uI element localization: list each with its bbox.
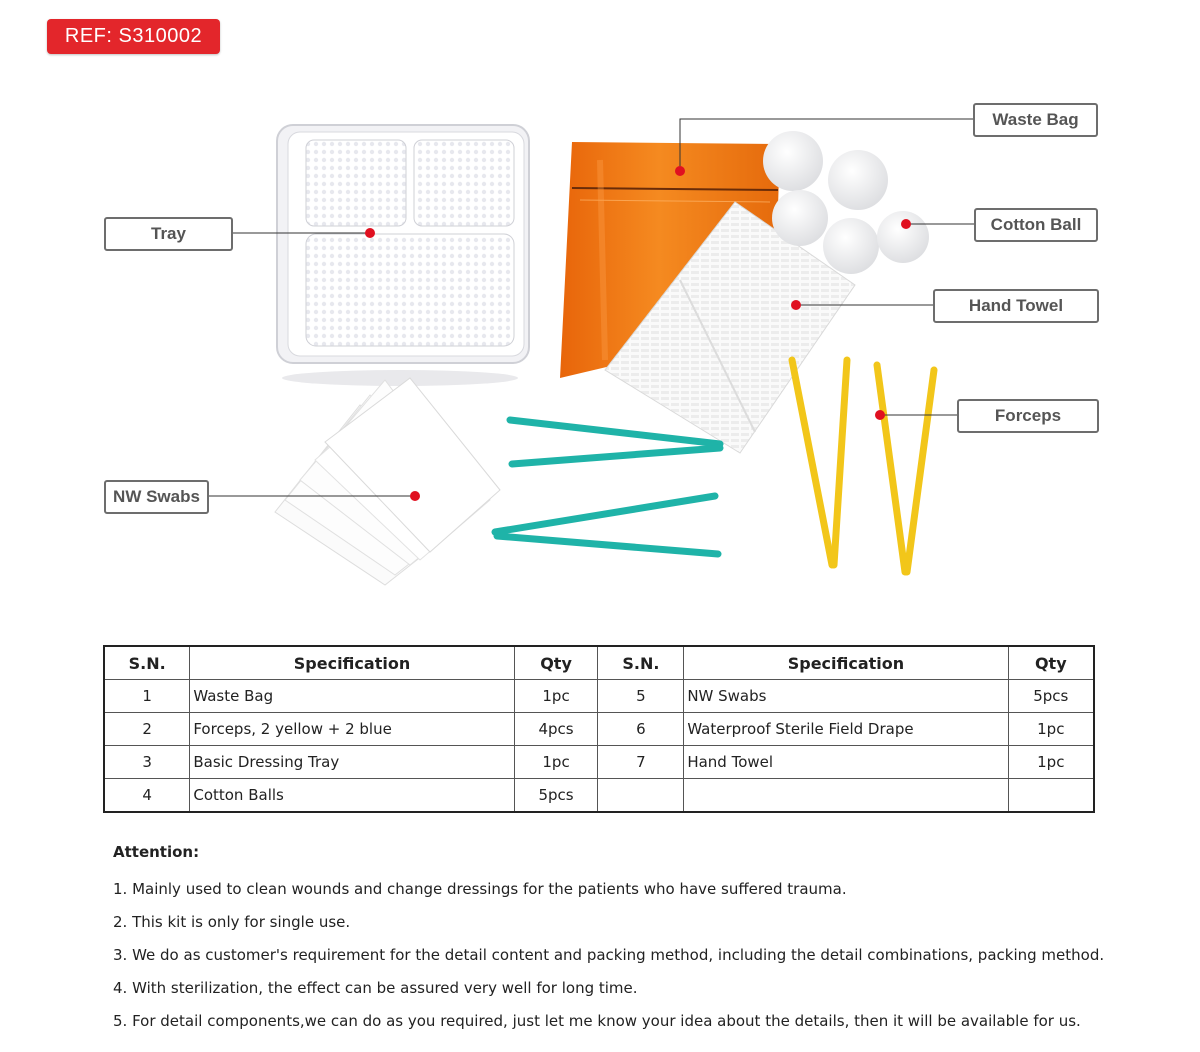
cell-qty: 1pc <box>1008 746 1094 779</box>
attention-title: Attention: <box>113 843 200 861</box>
hand-towel-marker <box>791 300 801 310</box>
cell-qty: 4pcs <box>514 713 598 746</box>
cell-specification: Forceps, 2 yellow + 2 blue <box>190 713 514 746</box>
header-qty: Qty <box>1008 646 1094 680</box>
cell-specification: Hand Towel <box>684 746 1008 779</box>
tray-label: Tray <box>104 217 233 251</box>
product-illustration <box>0 60 1200 620</box>
cell-sn: 6 <box>598 713 684 746</box>
forceps-label: Forceps <box>957 399 1099 433</box>
table-row <box>104 680 1094 713</box>
cell-sn <box>598 779 684 813</box>
waste-bag-marker <box>675 166 685 176</box>
ref-badge: REF: S310002 <box>47 19 220 54</box>
header-sn: S.N. <box>598 646 684 680</box>
nw-swabs-marker <box>410 491 420 501</box>
table-row <box>104 779 1094 813</box>
header-qty: Qty <box>514 646 598 680</box>
product-figure <box>0 60 1200 620</box>
cell-specification: Cotton Balls <box>190 779 514 813</box>
cell-qty: 1pc <box>514 746 598 779</box>
cell-sn: 5 <box>598 680 684 713</box>
specification-table <box>103 645 1095 813</box>
nw-swabs-label: NW Swabs <box>104 480 209 514</box>
cell-qty <box>1008 779 1094 813</box>
table-row <box>104 746 1094 779</box>
cell-qty: 1pc <box>514 680 598 713</box>
attention-item-4: 4. With sterilization, the effect can be assured very well for long time. <box>113 979 638 997</box>
cotton-ball-label: Cotton Ball <box>974 208 1098 242</box>
cell-sn: 7 <box>598 746 684 779</box>
cell-specification: NW Swabs <box>684 680 1008 713</box>
cell-sn: 4 <box>104 779 190 813</box>
table-row <box>104 713 1094 746</box>
header-specification: Specification <box>190 646 514 680</box>
hand-towel-label: Hand Towel <box>933 289 1099 323</box>
blue-forceps-image <box>495 420 720 554</box>
forceps-marker <box>875 410 885 420</box>
cell-sn: 2 <box>104 713 190 746</box>
cell-specification: Waterproof Sterile Field Drape <box>684 713 1008 746</box>
nw-swabs-image <box>275 378 500 585</box>
attention-item-1: 1. Mainly used to clean wounds and change dressings for the patients who have suffered trauma. <box>113 880 847 898</box>
waste-bag-label: Waste Bag <box>973 103 1098 137</box>
header-sn: S.N. <box>104 646 190 680</box>
tray-marker <box>365 228 375 238</box>
tray-image <box>277 125 529 386</box>
cotton-ball-marker <box>901 219 911 229</box>
cell-sn: 3 <box>104 746 190 779</box>
cell-qty: 5pcs <box>1008 680 1094 713</box>
attention-item-3: 3. We do as customer's requirement for the detail content and packing method, including the detail combinations, packing method. <box>113 946 1105 964</box>
header-specification: Specification <box>684 646 1008 680</box>
attention-item-5: 5. For detail components,we can do as you required, just let me know your idea about the details, then it will be available for us. <box>113 1012 1081 1030</box>
cell-qty: 1pc <box>1008 713 1094 746</box>
cell-qty: 5pcs <box>514 779 598 813</box>
cell-sn: 1 <box>104 680 190 713</box>
cell-specification: Basic Dressing Tray <box>190 746 514 779</box>
attention-item-2: 2. This kit is only for single use. <box>113 913 351 931</box>
cell-specification <box>684 779 1008 813</box>
yellow-forceps-image <box>792 360 934 572</box>
cell-specification: Waste Bag <box>190 680 514 713</box>
table-header-row <box>104 646 1094 680</box>
